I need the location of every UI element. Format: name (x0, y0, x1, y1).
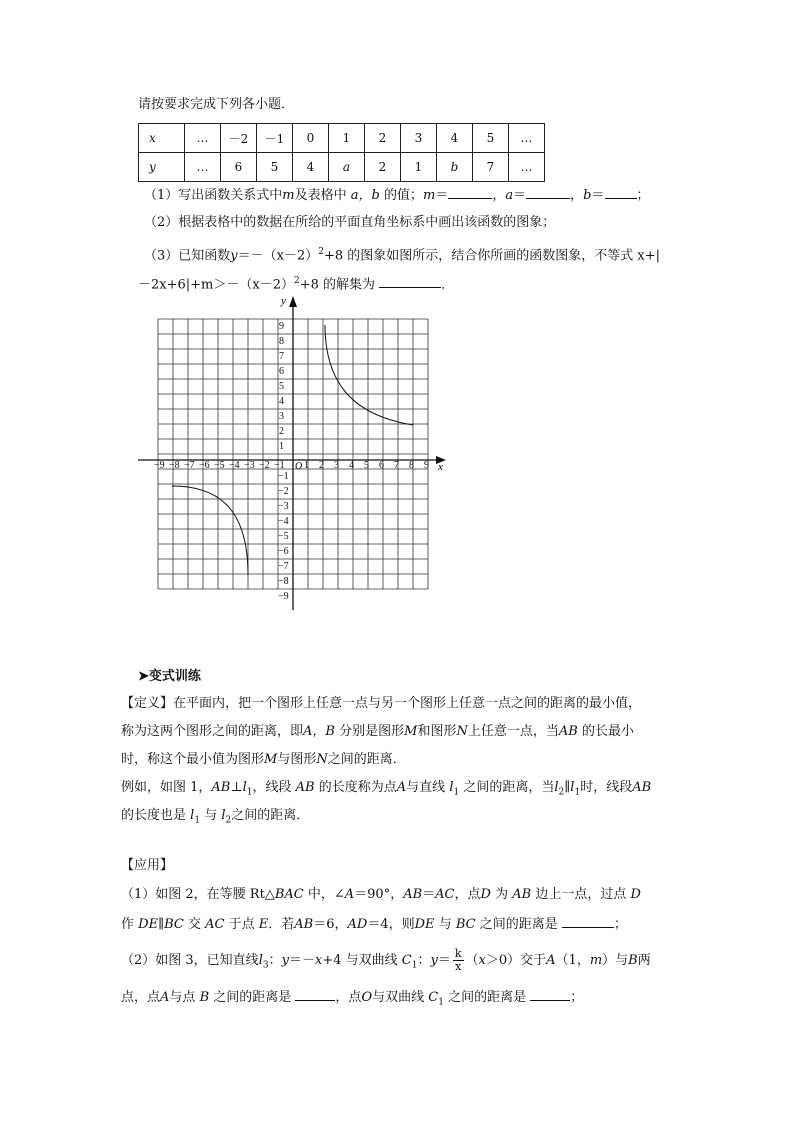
table-cell: 6 (221, 153, 257, 182)
app-var: DE (414, 917, 435, 932)
def-text: 的长度称为点 (318, 780, 397, 795)
def-text: ，线段 (252, 780, 292, 795)
x-tick-label: −1 (274, 460, 285, 471)
app-text: ＝4，则 (367, 917, 415, 932)
app-text: ； (570, 990, 584, 1005)
app-text: ，点 (454, 887, 481, 902)
def-text: 的长最小 (581, 724, 634, 739)
def-subscript: 2 (558, 787, 565, 798)
y-tick-label: 5 (279, 381, 284, 392)
app-var: D (630, 887, 641, 902)
app-var: l (258, 953, 263, 968)
question-2: （2）根据表格中的数据在所给的平面直角坐标系中画出该函数的图象； (144, 215, 556, 230)
x-tick-label: −6 (199, 460, 210, 471)
app-text: （1）如图 2，在等腰 Rt△ (121, 887, 275, 902)
definition-line-5 (121, 807, 309, 830)
def-var: M (264, 752, 278, 767)
def-var: l (221, 808, 226, 823)
y-tick-label: 7 (279, 351, 284, 362)
q1-var: a，b (350, 188, 380, 203)
app-text: 作 (121, 917, 135, 932)
definition-line-1: 【定义】在平面内，把一个图形上任意一点与另一个图形上任意一点之间的距离的最小值， (121, 696, 642, 711)
axes (138, 295, 446, 610)
app-text: 之间的距离是 (213, 990, 292, 1005)
def-var: l (554, 780, 559, 795)
table-cell: a (329, 153, 365, 182)
app-text: 于点 (228, 917, 255, 932)
answer-blank-distance-de-bc[interactable] (562, 914, 614, 928)
def-subscript: 1 (574, 787, 581, 798)
app-subscript: 1 (438, 997, 444, 1008)
x-tick-label: 7 (394, 460, 399, 471)
q3-var: y (230, 248, 238, 264)
q3-text: +8 的图象如图所示，结合你所画的函数图象，不等式 x+| (323, 248, 661, 264)
y-tick-label: 4 (279, 396, 284, 407)
y-tick-label: −7 (278, 561, 289, 572)
x-tick-label: 2 (319, 460, 324, 471)
table-cell: －1 (257, 124, 293, 153)
y-tick-label: −5 (278, 531, 289, 542)
table-cell: 3 (401, 124, 437, 153)
app-var: D (480, 887, 491, 902)
q3-text: +8 的解集为 (299, 277, 375, 293)
table-cell: … (185, 124, 221, 153)
app-text: ： (417, 953, 431, 968)
app-text: 之间的距离是 (479, 917, 558, 932)
x-tick-label: −5 (214, 460, 225, 471)
y-tick-label: 2 (279, 426, 284, 437)
app-text: ∥ (158, 917, 165, 932)
table-cell: … (509, 124, 545, 153)
fraction-denominator: x (455, 960, 462, 973)
app-var: A (546, 953, 556, 968)
q1-var: m (423, 188, 436, 203)
table-cell: … (509, 153, 545, 182)
app-text: ）与 (602, 953, 629, 968)
def-text: 例如，如图 1， (121, 780, 212, 795)
definition-line-3 (121, 751, 406, 769)
def-text: 上任意一点，当 (467, 724, 559, 739)
def-text: 与 (204, 808, 218, 823)
def-var: AB (632, 780, 652, 795)
app-var: AB (294, 917, 314, 932)
y-tick-label: −4 (278, 516, 289, 527)
app-var: B (199, 990, 210, 1005)
app-var: AC (205, 917, 225, 932)
def-var: AB (211, 780, 231, 795)
app-var: BAC (274, 887, 304, 902)
table-cell: 2 (365, 153, 401, 182)
app-var: AB (512, 887, 532, 902)
app-text: ＝90°， (354, 887, 404, 902)
q1-var: a (505, 188, 514, 203)
def-subscript: 1 (194, 815, 201, 826)
def-text: 分别是图形 (339, 724, 405, 739)
def-text: ∥ (564, 780, 571, 795)
app-var: E (258, 917, 269, 932)
def-text: 与直线 (406, 780, 446, 795)
table-cell: x (139, 124, 185, 153)
q1-text: ＝ (591, 188, 605, 203)
table-cell: 5 (473, 124, 509, 153)
table-cell: 1 (329, 124, 365, 153)
x-tick-label: −7 (184, 460, 195, 471)
app-var: O (361, 990, 373, 1005)
x-tick-label: −8 (169, 460, 180, 471)
app-subscript: 1 (411, 960, 418, 971)
app-var: A (160, 990, 170, 1005)
app-text: （2）如图 3，已知直线 (121, 953, 259, 968)
app-subscript: 3 (262, 960, 269, 971)
app-text: ，点 (335, 990, 362, 1005)
app-var: A (344, 887, 355, 902)
def-var: A (396, 780, 407, 795)
app-var: AB (403, 887, 423, 902)
app-var: AC (435, 887, 455, 902)
fraction-numerator: k (454, 947, 462, 960)
def-var: AB (295, 780, 315, 795)
x-tick-label: 8 (409, 460, 414, 471)
def-subscript: 1 (246, 787, 253, 798)
table-cell: 2 (365, 124, 401, 153)
def-text: 之间的距离． (231, 808, 310, 823)
table-cell: y (139, 153, 185, 182)
app-text: （1， (555, 953, 590, 968)
app-var: m (589, 953, 603, 968)
def-text: 之间的距离． (327, 752, 406, 767)
application-2-line-2 (121, 987, 583, 1012)
intro-text: 请按要求完成下列各小题． (138, 97, 295, 112)
app-text: ＝6， (313, 917, 348, 932)
y-tick-label: −3 (278, 501, 289, 512)
app-text: +4 与双曲线 (322, 953, 398, 968)
def-subscript: 2 (225, 815, 232, 826)
def-var: l (242, 780, 247, 795)
q1-text: 的值； (383, 188, 423, 203)
q3-text: ． (441, 277, 455, 293)
q3-exponent: 2 (293, 276, 300, 286)
app-var: C (428, 990, 439, 1005)
table-cell: －2 (221, 124, 257, 153)
table-cell: 1 (401, 153, 437, 182)
x-tick-label: 4 (349, 460, 354, 471)
def-var: l (570, 780, 575, 795)
def-text: 时，称这个最小值为图形 (121, 752, 265, 767)
app-var: C (401, 953, 412, 968)
def-text: ⊥ (230, 780, 243, 795)
x-tick-label: −3 (244, 460, 255, 471)
q1-text: ＝ (435, 188, 449, 203)
x-tick-label: 5 (364, 460, 369, 471)
q1-text: ， (492, 188, 506, 203)
table-cell: b (437, 153, 473, 182)
table-cell: 4 (437, 124, 473, 153)
x-tick-label: −9 (154, 460, 165, 471)
app-text: 交 (187, 917, 201, 932)
q3-text: （3）已知函数 (144, 248, 231, 264)
y-tick-label: −1 (278, 471, 289, 482)
def-var: A，B (303, 724, 335, 739)
app-var: DE (138, 917, 159, 932)
def-var: l (190, 808, 195, 823)
app-var: y (430, 953, 438, 968)
q1-text: （1）写出函数关系式中 (144, 188, 283, 203)
app-var: AD (347, 917, 368, 932)
app-var: x (314, 953, 323, 968)
application-2-line-1 (121, 948, 651, 975)
y-tick-label: 8 (279, 336, 284, 347)
app-text: 与 (438, 917, 452, 932)
origin-label: O (295, 461, 303, 472)
y-tick-label: 6 (279, 366, 284, 377)
app-text: ．若 (268, 917, 295, 932)
table-cell: … (185, 153, 221, 182)
answer-blank-distance-o-c1[interactable] (530, 987, 570, 1001)
table-cell: 0 (293, 124, 329, 153)
y-tick-label: 3 (279, 411, 284, 422)
q1-text: ； (636, 188, 650, 203)
app-text: 中，∠ (307, 887, 345, 902)
x-tick-label: −4 (229, 460, 240, 471)
app-text: （ (465, 953, 479, 968)
q1-var: b (583, 188, 592, 203)
answer-blank-distance-ab[interactable] (295, 987, 335, 1001)
app-text: ＝ (422, 887, 436, 902)
app-text: 两 (637, 953, 651, 968)
app-text: ＝ (437, 953, 451, 968)
app-var: x (478, 953, 486, 968)
y-tick-label: −9 (278, 591, 289, 602)
fraction-k-over-x (453, 948, 464, 973)
x-axis-label: x (438, 461, 443, 473)
def-text: 和图形 (417, 724, 457, 739)
q1-var: m (282, 188, 295, 203)
q3-text: －2x+6|+m＞－（x－2） (138, 277, 294, 293)
def-text: 与图形 (277, 752, 317, 767)
app-text: 点，点 (121, 990, 161, 1005)
app-text: ； (613, 917, 627, 932)
x-tick-label: −2 (259, 460, 270, 471)
q3-text: ＝－（x－2） (237, 248, 319, 264)
app-var: y (281, 953, 289, 968)
table-cell: 4 (293, 153, 329, 182)
app-text: 之间的距离是 (448, 990, 527, 1005)
y-axis-label: y (281, 295, 286, 307)
def-var: N (316, 752, 328, 767)
x-tick-label: 6 (379, 460, 384, 471)
app-text: 为 (495, 887, 509, 902)
def-var: l (449, 780, 454, 795)
app-text: 边上一点，过点 (535, 887, 627, 902)
y-tick-label: −8 (278, 576, 289, 587)
q1-text: ＝ (513, 188, 527, 203)
y-tick-label: −6 (278, 546, 289, 557)
app-text: ： (268, 953, 282, 968)
x-tick-label: 1 (304, 460, 309, 471)
application-1-line-1 (121, 886, 641, 904)
def-text: 的长度也是 (121, 808, 187, 823)
def-var: N (456, 724, 468, 739)
q1-text: 及表格中 (294, 188, 347, 203)
def-text: 称为这两个图形之间的距离，即 (121, 724, 304, 739)
y-tick-label: −2 (278, 486, 289, 497)
y-tick-label: 9 (279, 321, 284, 332)
q3-exponent: 2 (318, 247, 324, 257)
x-tick-label: 3 (334, 460, 339, 471)
application-1-line-2 (121, 914, 627, 934)
def-subscript: 1 (453, 787, 460, 798)
section-title: ➤变式训练 (138, 669, 201, 684)
def-var: AB (558, 724, 578, 739)
def-text: 时，线段 (580, 780, 633, 795)
app-text: ＞0）交于 (485, 953, 547, 968)
definition-line-4 (121, 779, 651, 802)
app-text: 与点 (169, 990, 196, 1005)
app-text: 与双曲线 (372, 990, 425, 1005)
app-var: B (628, 953, 638, 968)
definition-line-2 (121, 723, 634, 741)
q1-text: ， (570, 188, 584, 203)
table-cell: 7 (473, 153, 509, 182)
y-axis-arrow (289, 296, 297, 307)
table-cell: 5 (257, 153, 293, 182)
x-tick-label: 9 (424, 460, 429, 471)
def-text: 之间的距离，当 (463, 780, 555, 795)
y-tick-label: 1 (279, 441, 284, 452)
application-title: 【应用】 (121, 858, 174, 873)
app-text: ＝－ (288, 953, 315, 968)
app-var: BC (455, 917, 476, 932)
app-var: BC (164, 917, 184, 932)
def-var: M (404, 724, 418, 739)
